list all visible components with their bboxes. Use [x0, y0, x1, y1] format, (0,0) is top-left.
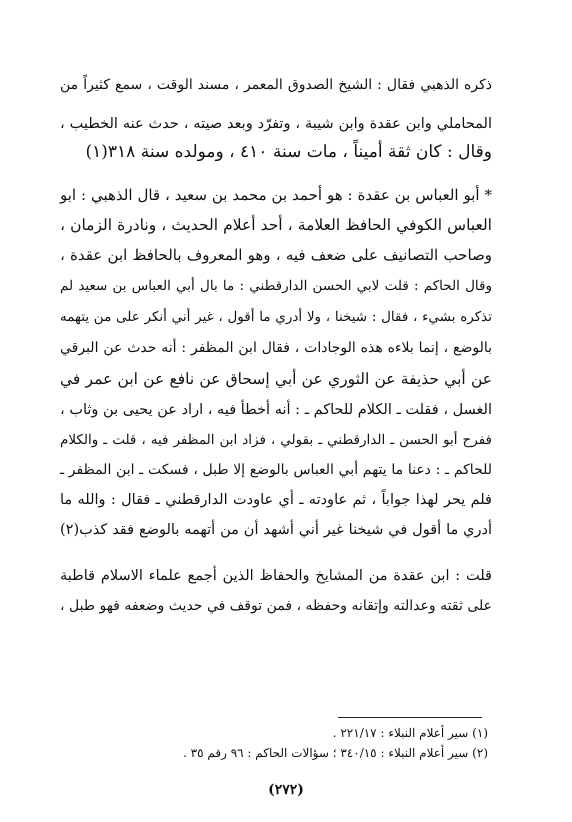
footnote-divider — [338, 717, 482, 718]
text-line: العباس الكوفي الحافظ العلامة ، أحد أعلام الحديث ، ونادرة الزمان ، — [60, 216, 492, 234]
text-line: ففرح أبو الحسن ـ الدارقطني ـ بقولي ، فزاد ابن المظفر فيه ، قلت ـ والكلام — [60, 432, 492, 448]
text-line: ذكره الذهبي فقال : الشيخ الصدوق المعمر ، مسند الوقت ، سمع كثيراً من — [60, 77, 492, 93]
text-line: وقال الحاكم : قلت لابي الحسن الدارقطني : ما بال أبي العباس بن سعيد لم — [60, 278, 492, 294]
page-number: (٢٧٢) — [268, 782, 304, 798]
text-line: المحاملي وابن عقدة وابن شيبة ، وتفرّد وبعد صيته ، حدث عنه الخطيب ، — [60, 116, 492, 132]
text-line: على ثقته وعدالته وإتقانه وحفظه ، فمن توقف في حديث وضعفه فهو طبل ، — [60, 598, 492, 614]
text-line: للحاكم ـ : دعنا ما يتهم أبي العباس بالوضع إلا طبل ، فسكت ـ ابن المظفر ـ — [60, 462, 492, 478]
text-line: تذكره بشيء ، فقال : شيخنا ، ولا أدري ما أقول ، غير أني أنكر على من يتهمه — [60, 309, 492, 325]
text-line: فلم يحر لهذا جواباً ، ثم عاودته ـ أي عاودت الدارقطني ـ فقال : والله ما — [60, 492, 492, 508]
text-line: وقال : كان ثقة أميناً ، مات سنة ٤١٠ ، ومولده سنة ٣١٨(١) — [85, 142, 492, 162]
footnote: (٢) سير أعلام النبلاء : ٣٤٠/١٥ ؛ سؤالات الحاكم : ٩٦ رقم ٣٥ . — [183, 746, 488, 760]
text-line: بالوضع ، إنما بلاءه هذه الوجادات ، فقال ابن المظفر : أنه حدث عن البرقي — [60, 340, 492, 356]
text-line: أدري ما أقول في شيخنا غير أني أشهد أن من أتهمه بالوضع فقد كذب(٢) — [60, 522, 492, 538]
text-line: وصاحب التصانيف على ضعف فيه ، وهو المعروف بالحافظ ابن عقدة ، — [60, 246, 492, 264]
footnote: (١) سير أعلام النبلاء : ٢٢١/١٧ . — [332, 726, 488, 740]
text-line: عن أبي حذيفة عن الثوري عن أبي إسحاق عن نافع عن ابن عمر في — [60, 370, 492, 388]
text-line: قلت : ابن عقدة من المشايخ والحفاظ الذين أجمع علماء الاسلام قاطبة — [60, 568, 492, 584]
text-line: * أبو العباس بن عقدة : هو أحمد بن محمد بن سعيد ، قال الذهبي : ابو — [60, 186, 492, 204]
text-line: الغسل ، فقلت ـ الكلام للحاكم ـ : أنه أخطأ فيه ، اراد عن يحيى بن وثاب ، — [60, 402, 492, 418]
